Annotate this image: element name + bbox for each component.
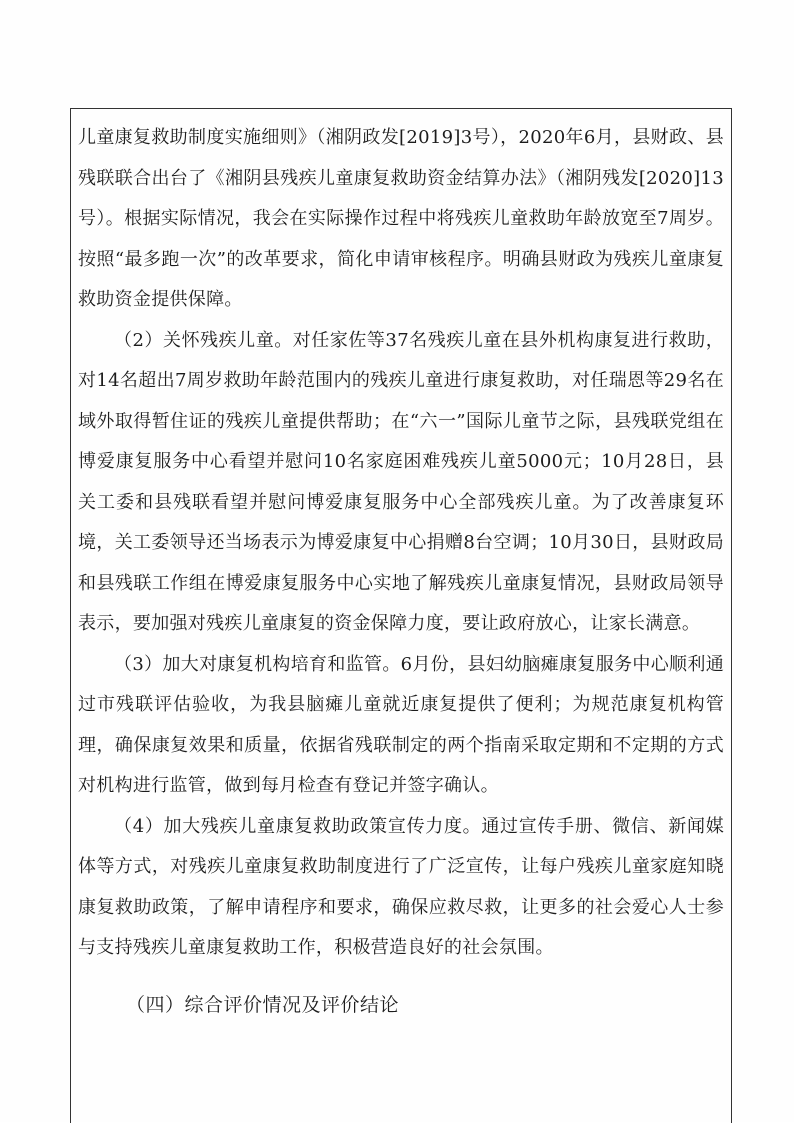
document-body xyxy=(78,118,724,969)
paragraph-policy-continued: 儿童康复救助制度实施细则》（湘阴政发[2019]3号），2020年6月，县财政、县残联联合出台了《湘阴县残疾儿童康复救助资金结算办法》（湘阴残发[2020]13号）。根据实际情况，我会在实际操作过程中将残疾儿童救助年龄放宽至7周岁。按照“最多跑一次”的改革要求，简化申请审核程序。明确县财政为残疾儿童康复救助资金提供保障。 xyxy=(78,127,724,310)
paragraph-publicity: （4）加大残疾儿童康复救助政策宣传力度。通过宣传手册、微信、新闻媒体等方式，对残疾儿童康复救助制度进行了广泛宣传，让每户残疾儿童家庭知晓康复救助政策，了解申请程序和要求，确保应救尽救，让更多的社会爱心人士参与支持残疾儿童康复救助工作，积极营造良好的社会氛围。 xyxy=(78,815,724,958)
paragraph-supervision: （3）加大对康复机构培育和监管。6月份，县妇幼脑瘫康复服务中心顺利通过市残联评估验收，为我县脑瘫儿童就近康复提供了便利；为规范康复机构管理，确保康复效果和质量，依据省残联制定的两个指南采取定期和不定期的方式对机构进行监管，做到每月检查有登记并签字确认。 xyxy=(78,653,724,796)
section-heading: （四）综合评价情况及评价结论 xyxy=(126,994,400,1016)
paragraph-care-children: （2）关怀残疾儿童。对任家佐等37名残疾儿童在县外机构康复进行救助，对14名超出7周岁救助年龄范围内的残疾儿童进行康复救助，对任瑞恩等29名在域外取得暂住证的残疾儿童提供帮助；在“六一”国际儿童节之际，县残联党组在博爱康复服务中心看望并慰问10名家庭困难残疾儿童5000元；10月28日，县关工委和县残联看望并慰问博爱康复服务中心全部残疾儿童。为了改善康复环境，关工委领导还当场表示为博爱康复中心捐赠8台空调；10月30日，县财政局和县残联工作组在博爱康复服务中心实地了解残疾儿童康复情况，县财政局领导表示，要加强对残疾儿童康复的资金保障力度，要让政府放心，让家长满意。 xyxy=(78,329,724,634)
